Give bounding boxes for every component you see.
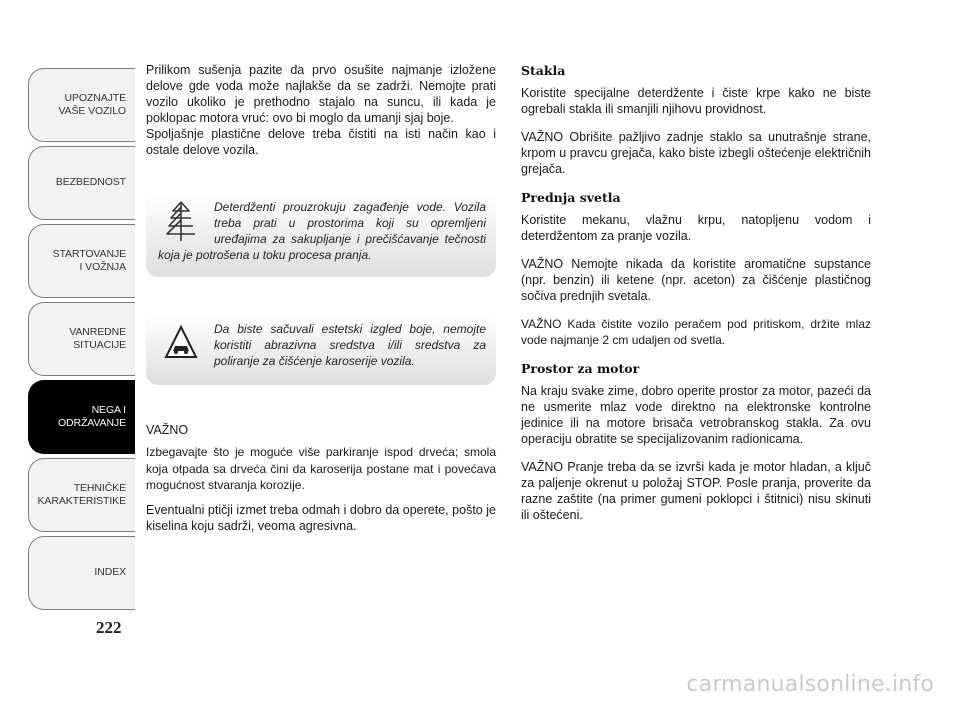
tree-icon — [164, 199, 198, 243]
plastic-paragraph: Spoljašnje plastične delove treba čistiti na isti način kao i ostale delove vozila. — [146, 127, 496, 157]
page-number: 222 — [96, 618, 122, 637]
tab-index[interactable] — [28, 536, 135, 610]
svetla-important-1: VAŽNO Nemojte nikada da koristite aromatične supstance (npr. benzin) ili ketene (npr. aceton) za čišćenje plastičnog sočiva prednjih svetala. — [521, 257, 871, 303]
trees-paragraph: Izbegavajte što je moguće više parkiranje ispod drveća; smola kojа otpada sa drveća čini da karoserija postane mat i povećava mogućnost stvaranja korozije. — [146, 445, 496, 492]
environment-note — [146, 193, 496, 277]
right-column — [521, 62, 871, 523]
tab-label: VANREDNE SITUACIJE — [69, 325, 126, 351]
left-column-bottom — [146, 422, 496, 534]
tab-tehnicke[interactable] — [28, 458, 135, 532]
stakla-paragraph: Koristite specijalne deterdžente i čiste krpe kako ne biste ogrebali stakla ili smanjili njihovu providnost. — [521, 86, 871, 116]
bird-droppings-paragraph: Eventualni ptičji izmet treba odmah i dobro da operete, pošto je kiselina koju sadrži, veoma agresivna. — [146, 502, 496, 533]
watermark: carmanualsonline.info — [686, 672, 934, 697]
tab-bezbednost[interactable] — [28, 146, 135, 220]
left-column — [146, 62, 496, 158]
motor-important: VAŽNO Pranje treba da se izvrši kada je motor hladan, a ključ za paljenje okrenut u položaj STOP. Posle pranja, proverite da razne zaštite (na primer gumeni poklopci i štitnici) nisu skinuti ili oštećeni. — [521, 460, 871, 522]
tab-label: BEZBEDNOST — [55, 176, 126, 189]
tab-label: UPOZNAJTE VAŠE VOZILO — [58, 91, 126, 117]
paint-note-text: Da biste sačuvali estetski izgled boje, nemojte koristiti abrazivna sredstva i/ili sredstva za poliranje za čišćenje karoserije vozila. — [214, 322, 486, 368]
tab-label: NEGA I ODRŽAVANJE — [57, 403, 126, 429]
svetla-important-2: VAŽNO Kada čistite vozilo peračem pod pritiskom, držite mlaz vode najmanje 2 cm udaljen od svetla. — [521, 317, 871, 347]
tab-label: TEHNIČKE KARAKTERISTIKE — [37, 481, 126, 507]
environment-note-text: Deterdženti prouzrokuju zagađenje vode. Vozila treba prati u prostorima koji su opremljeni uređajima za sakupljanje i prečišćavanje tečnosti koja je potrošena u toku procesa pranja. — [158, 200, 486, 262]
drying-paragraph: Prilikom sušenja pazite da prvo osušite najmanje izložene delove gde voda može najlakše da se zadrži. Nemojte prati vozilo ukoliko je prethodno stajalo na suncu, ili kada je poklopac motora vruć: ovo bi moglo da umanji sjaj boje. — [146, 63, 496, 125]
paint-warning-note — [146, 315, 496, 385]
motor-paragraph: Na kraju svake zime, dobro operite prostor za motor, pazeći da ne usmerite mlaz vode direktno na elektronske kontrolne jedinice ili na motore brisača vetrobranskog stakla. Za ovu operaciju obratite se specijalizovanim radionicama. — [521, 384, 871, 446]
tab-nega-active[interactable] — [28, 380, 135, 454]
car-warning-icon — [164, 321, 198, 365]
stakla-important: VAŽNO Obrišite pažljivo zadnje staklo sa unutrašnje strane, krpom u pravcu grejača, kako biste izbegli oštećenje električnih grejača. — [521, 130, 871, 176]
vazno-heading: VAŽNO — [146, 423, 189, 437]
tab-label: STARTOVANJE I VOŽNJA — [52, 247, 126, 273]
tab-startovanje[interactable] — [28, 224, 135, 298]
svetla-paragraph: Koristite mekanu, vlažnu krpu, natopljenu vodom i deterdžentom za pranje vozila. — [521, 213, 871, 243]
section-heading-motor: Prostor za motor — [521, 361, 640, 376]
tab-vanredne[interactable] — [28, 302, 135, 376]
section-heading-stakla: Stakla — [521, 63, 566, 78]
tab-label: INDEX — [94, 566, 126, 579]
tab-upoznajte[interactable] — [28, 68, 135, 142]
section-heading-svetla: Prednja svetla — [521, 190, 621, 205]
